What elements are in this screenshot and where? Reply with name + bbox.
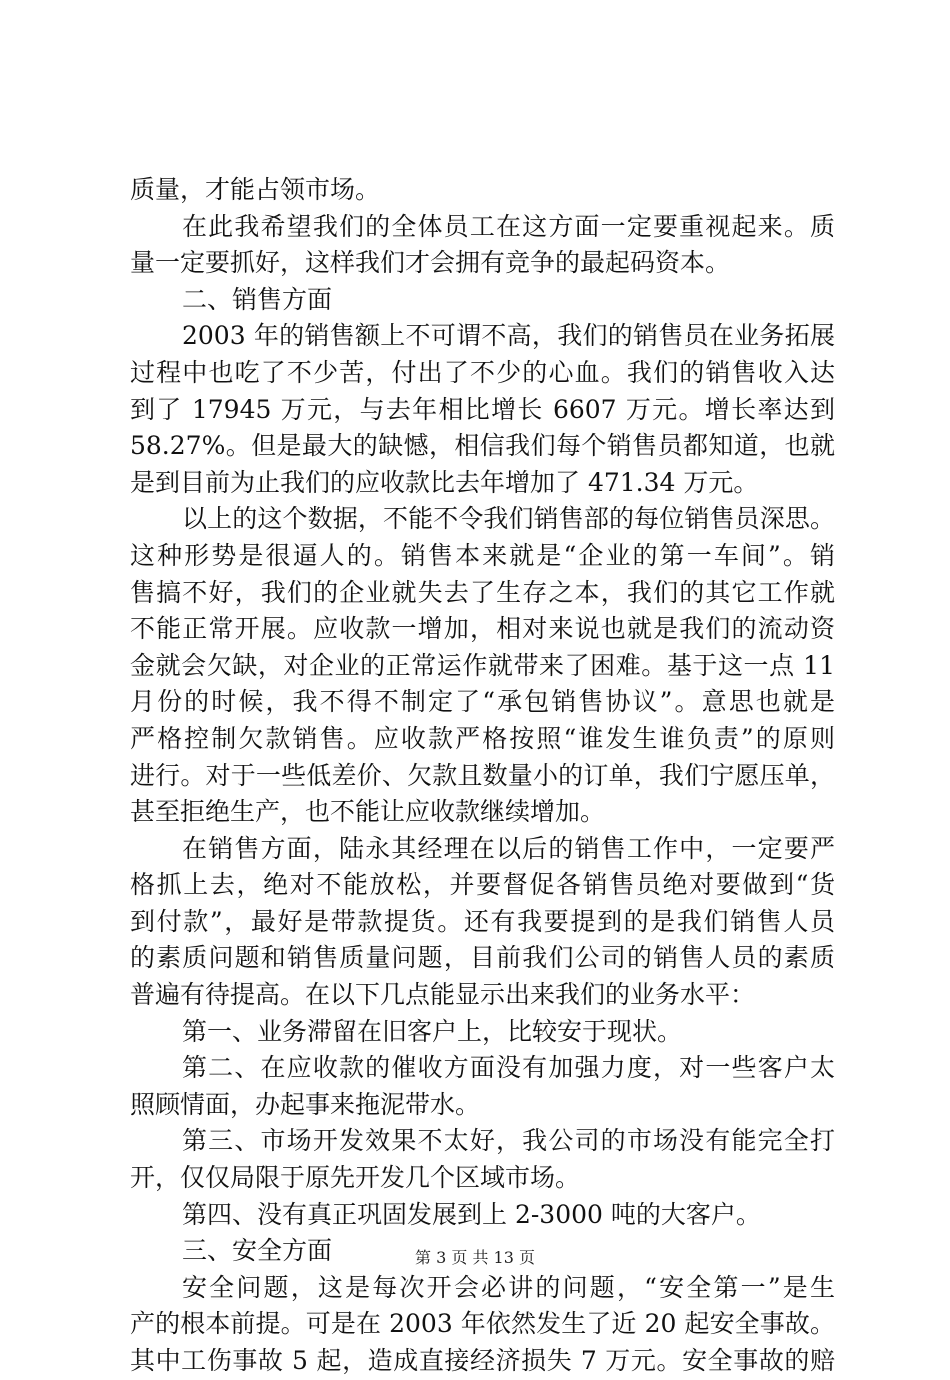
text-line: 甚至拒绝生产，也不能让应收款继续增加。 [130,797,606,827]
text-line: 到了 17945 万元，与去年相比增长 6607 万元。增长率达到 [130,394,835,424]
text-line: 到付款”，最好是带款提货。还有我要提到的是我们销售人员 [130,906,835,936]
text-line: 不能正常开展。应收款一增加，相对来说也就是我们的流动资 [130,614,835,644]
text-line: 这种形势是很逼人的。销售本来就是“企业的第一车间”。销 [130,540,835,570]
text-line: 在此我希望我们的全体员工在这方面一定要重视起来。质 [182,211,835,241]
text-line: 普遍有待提高。在以下几点能显示出来我们的业务水平： [130,980,756,1010]
text-line: 开，仅仅局限于原先开发几个区域市场。 [130,1163,581,1193]
text-line: 第二、在应收款的催收方面没有加强力度，对一些客户太 [182,1053,835,1083]
page-footer: 第 3 页 共 13 页 [415,1248,535,1267]
text-line: 售搞不好，我们的企业就失去了生存之本，我们的其它工作就 [130,577,835,607]
text-line: 进行。对于一些低差价、欠款且数量小的订单，我们宁愿压单， [130,760,835,790]
text-line: 第四、没有真正巩固发展到上 2-3000 吨的大客户。 [182,1199,761,1229]
text-line: 第三、市场开发效果不太好，我公司的市场没有能完全打 [182,1126,835,1156]
text-line: 照顾情面，办起事来拖泥带水。 [130,1089,481,1119]
text-line: 58.27%。但是最大的缺憾，相信我们每个销售员都知道，也就 [130,431,835,461]
text-line: 安全问题，这是每次开会必讲的问题，“安全第一”是生 [182,1272,835,1302]
text-line: 2003 年的销售额上不可谓不高，我们的销售员在业务拓展 [182,321,835,351]
text-line: 第一、业务滞留在旧客户上，比较安于现状。 [182,1016,683,1046]
text-line: 产的根本前提。可是在 2003 年依然发生了近 20 起安全事故。 [130,1309,835,1339]
text-line: 二、销售方面 [182,284,333,314]
document-body [130,172,835,1380]
text-line: 格抓上去，绝对不能放松，并要督促各销售员绝对要做到“货 [130,870,835,900]
text-line: 量一定要抓好，这样我们才会拥有竞争的最起码资本。 [130,248,731,278]
text-line: 是到目前为止我们的应收款比去年增加了 471.34 万元。 [130,467,759,497]
text-line: 过程中也吃了不少苦，付出了不少的心血。我们的销售收入达 [130,357,835,387]
text-line: 的素质问题和销售质量问题，目前我们公司的销售人员的素质 [130,943,835,973]
text-line: 质量，才能占领市场。 [130,175,381,204]
text-line: 在销售方面，陆永其经理在以后的销售工作中，一定要严 [182,833,835,863]
text-line: 严格控制欠款销售。应收款严格按照“谁发生谁负责”的原则 [130,723,835,753]
text-line: 三、安全方面 [182,1236,333,1266]
text-line: 其中工伤事故 5 起，造成直接经济损失 7 万元。安全事故的赔 [130,1346,835,1375]
text-line: 以上的这个数据，不能不令我们销售部的每位销售员深思。 [182,504,835,534]
text-line: 金就会欠缺，对企业的正常运作就带来了困难。基于这一点 11 [130,650,835,680]
text-line: 月份的时候，我不得不制定了“承包销售协议”。意思也就是 [130,687,835,717]
